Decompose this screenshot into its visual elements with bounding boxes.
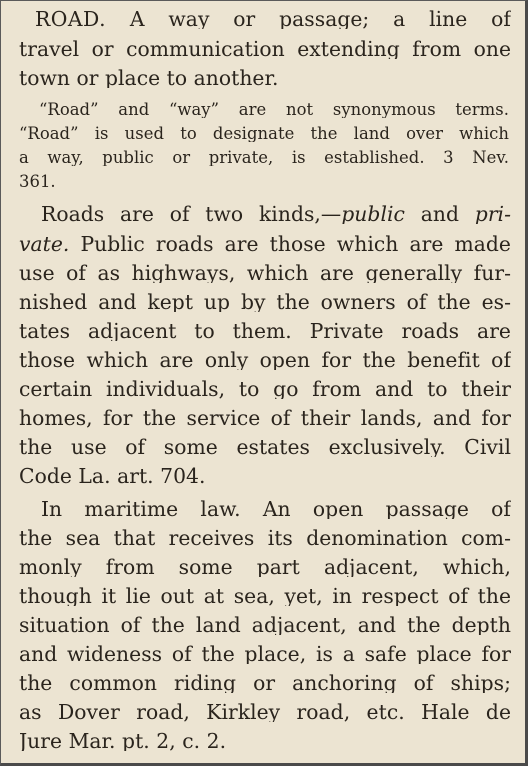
definition-line: travel or communication extending from one (19, 39, 511, 60)
note-line: 361. (19, 174, 56, 191)
italic-run: vate. (19, 234, 70, 255)
definition-line (19, 9, 511, 29)
paragraph-line: and wideness of the place, is a safe place for (19, 644, 511, 665)
paragraph-line: Jure Mar. pt. 2, c. 2. (19, 731, 227, 752)
paragraph-line: the use of some estates exclusively. Civil (19, 437, 511, 458)
definition-line: town or place to another. (19, 68, 279, 89)
paragraph-line: Code La. art. 704. (19, 466, 206, 487)
paragraph-line: situation of the land adjacent, and the depth (19, 615, 511, 636)
paragraph-line: as Dover road, Kirkley road, etc. Hale de (19, 702, 511, 723)
paragraph-line: the sea that receives its denomination com- (19, 528, 511, 549)
italic-run: public (341, 204, 405, 225)
paragraph-line: the common riding or anchoring of ships; (19, 673, 511, 694)
text-run: Public roads are those which are made (69, 234, 511, 255)
paragraph-line: nished and kept up by the owners of the es- (19, 292, 511, 313)
note-line: “Road” and “way” are not synonymous terms. (39, 102, 509, 119)
paragraph-line (19, 204, 511, 224)
headword: ROAD. (35, 9, 107, 30)
paragraph-line: use of as highways, which are generally fur- (19, 263, 511, 284)
paragraph-line: those which are only open for the benefit of (19, 350, 511, 371)
italic-run: pri- (474, 204, 511, 225)
paragraph-line (19, 234, 511, 254)
definition-text: A way or passage; a line of (106, 9, 511, 30)
text-run: Roads are of two kinds,— (41, 204, 342, 225)
text-run: and (404, 204, 475, 225)
paragraph-line: homes, for the service of their lands, and for (19, 408, 511, 429)
paragraph-line: certain individuals, to go from and to their (19, 379, 511, 400)
paragraph-line: monly from some part adjacent, which, (19, 557, 511, 578)
paragraph-line: In maritime law. An open passage of (41, 499, 511, 520)
paragraph-line: tates adjacent to them. Private roads are (19, 321, 511, 342)
note-line: “Road” is used to designate the land over which (19, 126, 509, 143)
paragraph-line: though it lie out at sea, yet, in respect of the (19, 586, 511, 607)
note-line: a way, public or private, is established. 3 Nev. (19, 150, 509, 167)
